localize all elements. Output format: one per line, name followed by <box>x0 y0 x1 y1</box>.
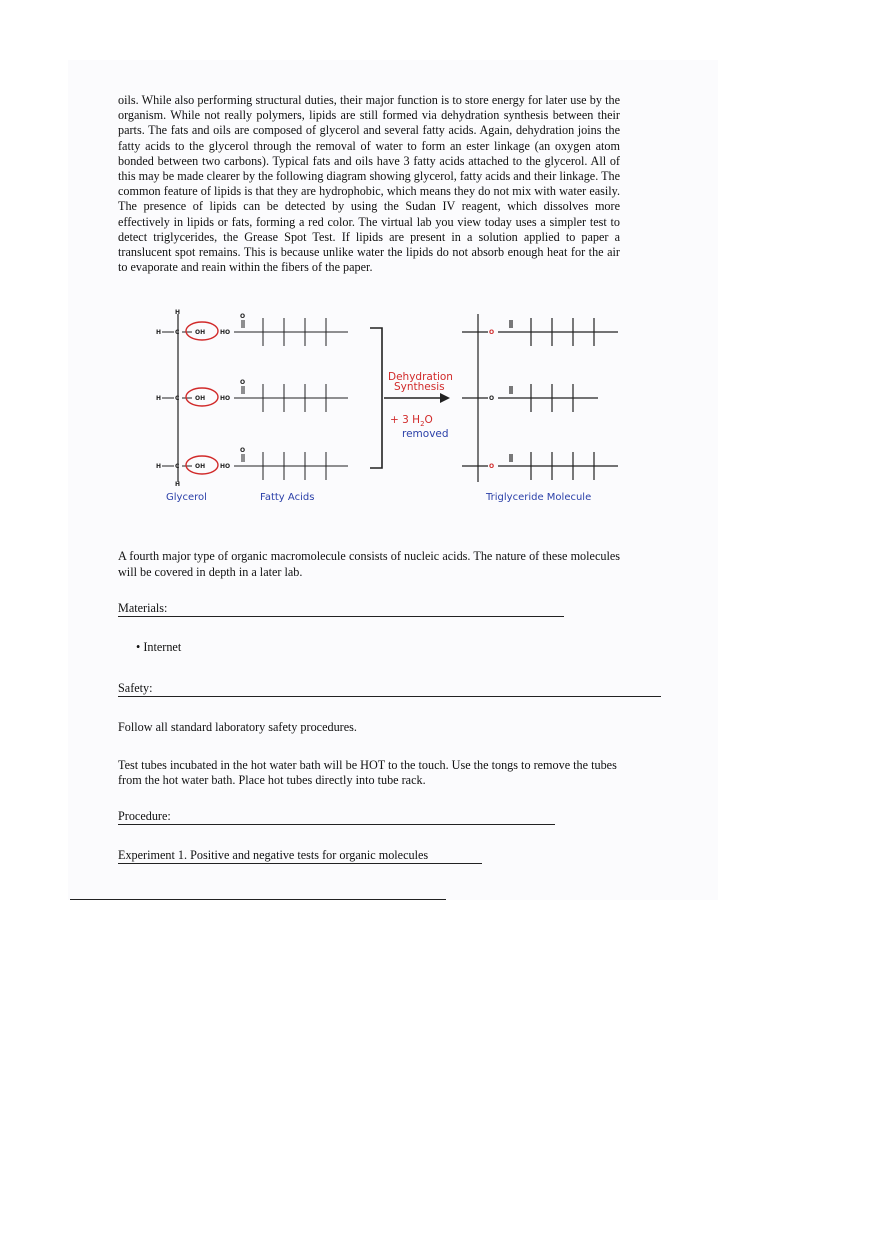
label-triglyceride: Triglyceride Molecule <box>486 492 592 503</box>
svg-text:O: O <box>489 463 495 470</box>
procedure-heading: Procedure: <box>118 809 555 825</box>
svg-text:HO: HO <box>220 395 231 402</box>
svg-text:HO: HO <box>220 329 231 336</box>
svg-text:O: O <box>489 395 495 402</box>
triglyceride-molecule <box>462 314 618 482</box>
glycerol-rows <box>156 309 205 488</box>
water-formula: + 3 $H_2O$ <box>390 414 433 428</box>
svg-text:H: H <box>175 309 181 316</box>
nucleic-acids-paragraph: A fourth major type of organic macromolecule consists of nucleic acids. The nature of these molecules will be covered in depth in a later lab. <box>118 549 620 579</box>
safety-line-1: Follow all standard laboratory safety procedures. <box>118 720 357 734</box>
material-internet: Internet <box>143 640 182 654</box>
svg-text:H: H <box>175 481 181 488</box>
svg-text:OH: OH <box>195 463 206 470</box>
reaction-arrow <box>384 393 450 403</box>
svg-text:C: C <box>175 395 180 402</box>
svg-text:H: H <box>156 395 162 402</box>
safety-heading: Safety: <box>118 681 661 697</box>
water-removed-label: removed <box>402 428 449 440</box>
svg-text:C: C <box>175 463 180 470</box>
svg-text:O: O <box>489 329 495 336</box>
svg-text:O: O <box>240 447 246 454</box>
svg-text:O: O <box>240 313 246 320</box>
ester-oxygens <box>488 327 498 471</box>
safety-line-2: Test tubes incubated in the hot water bath will be HOT to the touch. Use the tongs to remove the tubes from the hot water bath. Place hot tubes directly into tube rack. <box>118 758 617 788</box>
dehydration-synthesis-diagram <box>148 302 628 512</box>
fatty-acid-chains <box>234 318 348 480</box>
label-glycerol: Glycerol <box>166 492 207 503</box>
svg-text:HO: HO <box>220 463 231 470</box>
svg-text:H: H <box>156 329 162 336</box>
svg-text:H: H <box>156 463 162 470</box>
reaction-label-2: Synthesis <box>394 381 445 393</box>
materials-heading: Materials: <box>118 601 564 617</box>
bullet-marker: • <box>136 640 141 654</box>
svg-text:OH: OH <box>195 395 206 402</box>
reactant-bracket <box>370 328 382 468</box>
label-fatty-acids: Fatty Acids <box>260 492 315 503</box>
reaction-label-1: Dehydration <box>388 371 453 383</box>
svg-text:O: O <box>240 379 246 386</box>
materials-list-item <box>136 640 181 655</box>
svg-text:C: C <box>175 329 180 336</box>
experiment-1-heading: Experiment 1. Positive and negative tests for organic molecules <box>118 848 482 864</box>
intro-paragraph: oils. While also performing structural duties, their major function is to store energy for later use by the organism. While not really polymers, lipids are still formed via dehydration synthesis between their parts. The fats and oils are composed of glycerol and several fatty acids. Again, dehydration joins the fatty acids to the glycerol through the removal of water to form an ester linkage (an oxygen atom bonded between two carbons). Typical fats and oils have 3 fatty acids attached to the glycerol. All of this may be made clearer by the following diagram showing glycerol, fatty acids and their linkage. The common feature of lipids is that they are hydrophobic, which means they do not mix with water easily. The presence of lipids can be detected by using the Sudan IV reagent, which dissolves more effectively in lipids or fats, forming a red color. The virtual lab you view today uses a simpler test to detect triglycerides, the Grease Spot Test. If lipids are present in a solution applied to paper a translucent spot remains. This is because unlike water the lipids do not absorb enough heat for the air to evaporate and reain within the fibers of the paper. <box>118 93 621 275</box>
svg-text:OH: OH <box>195 329 206 336</box>
bottom-rule <box>70 899 446 900</box>
fatty-acid-groups <box>220 313 245 470</box>
